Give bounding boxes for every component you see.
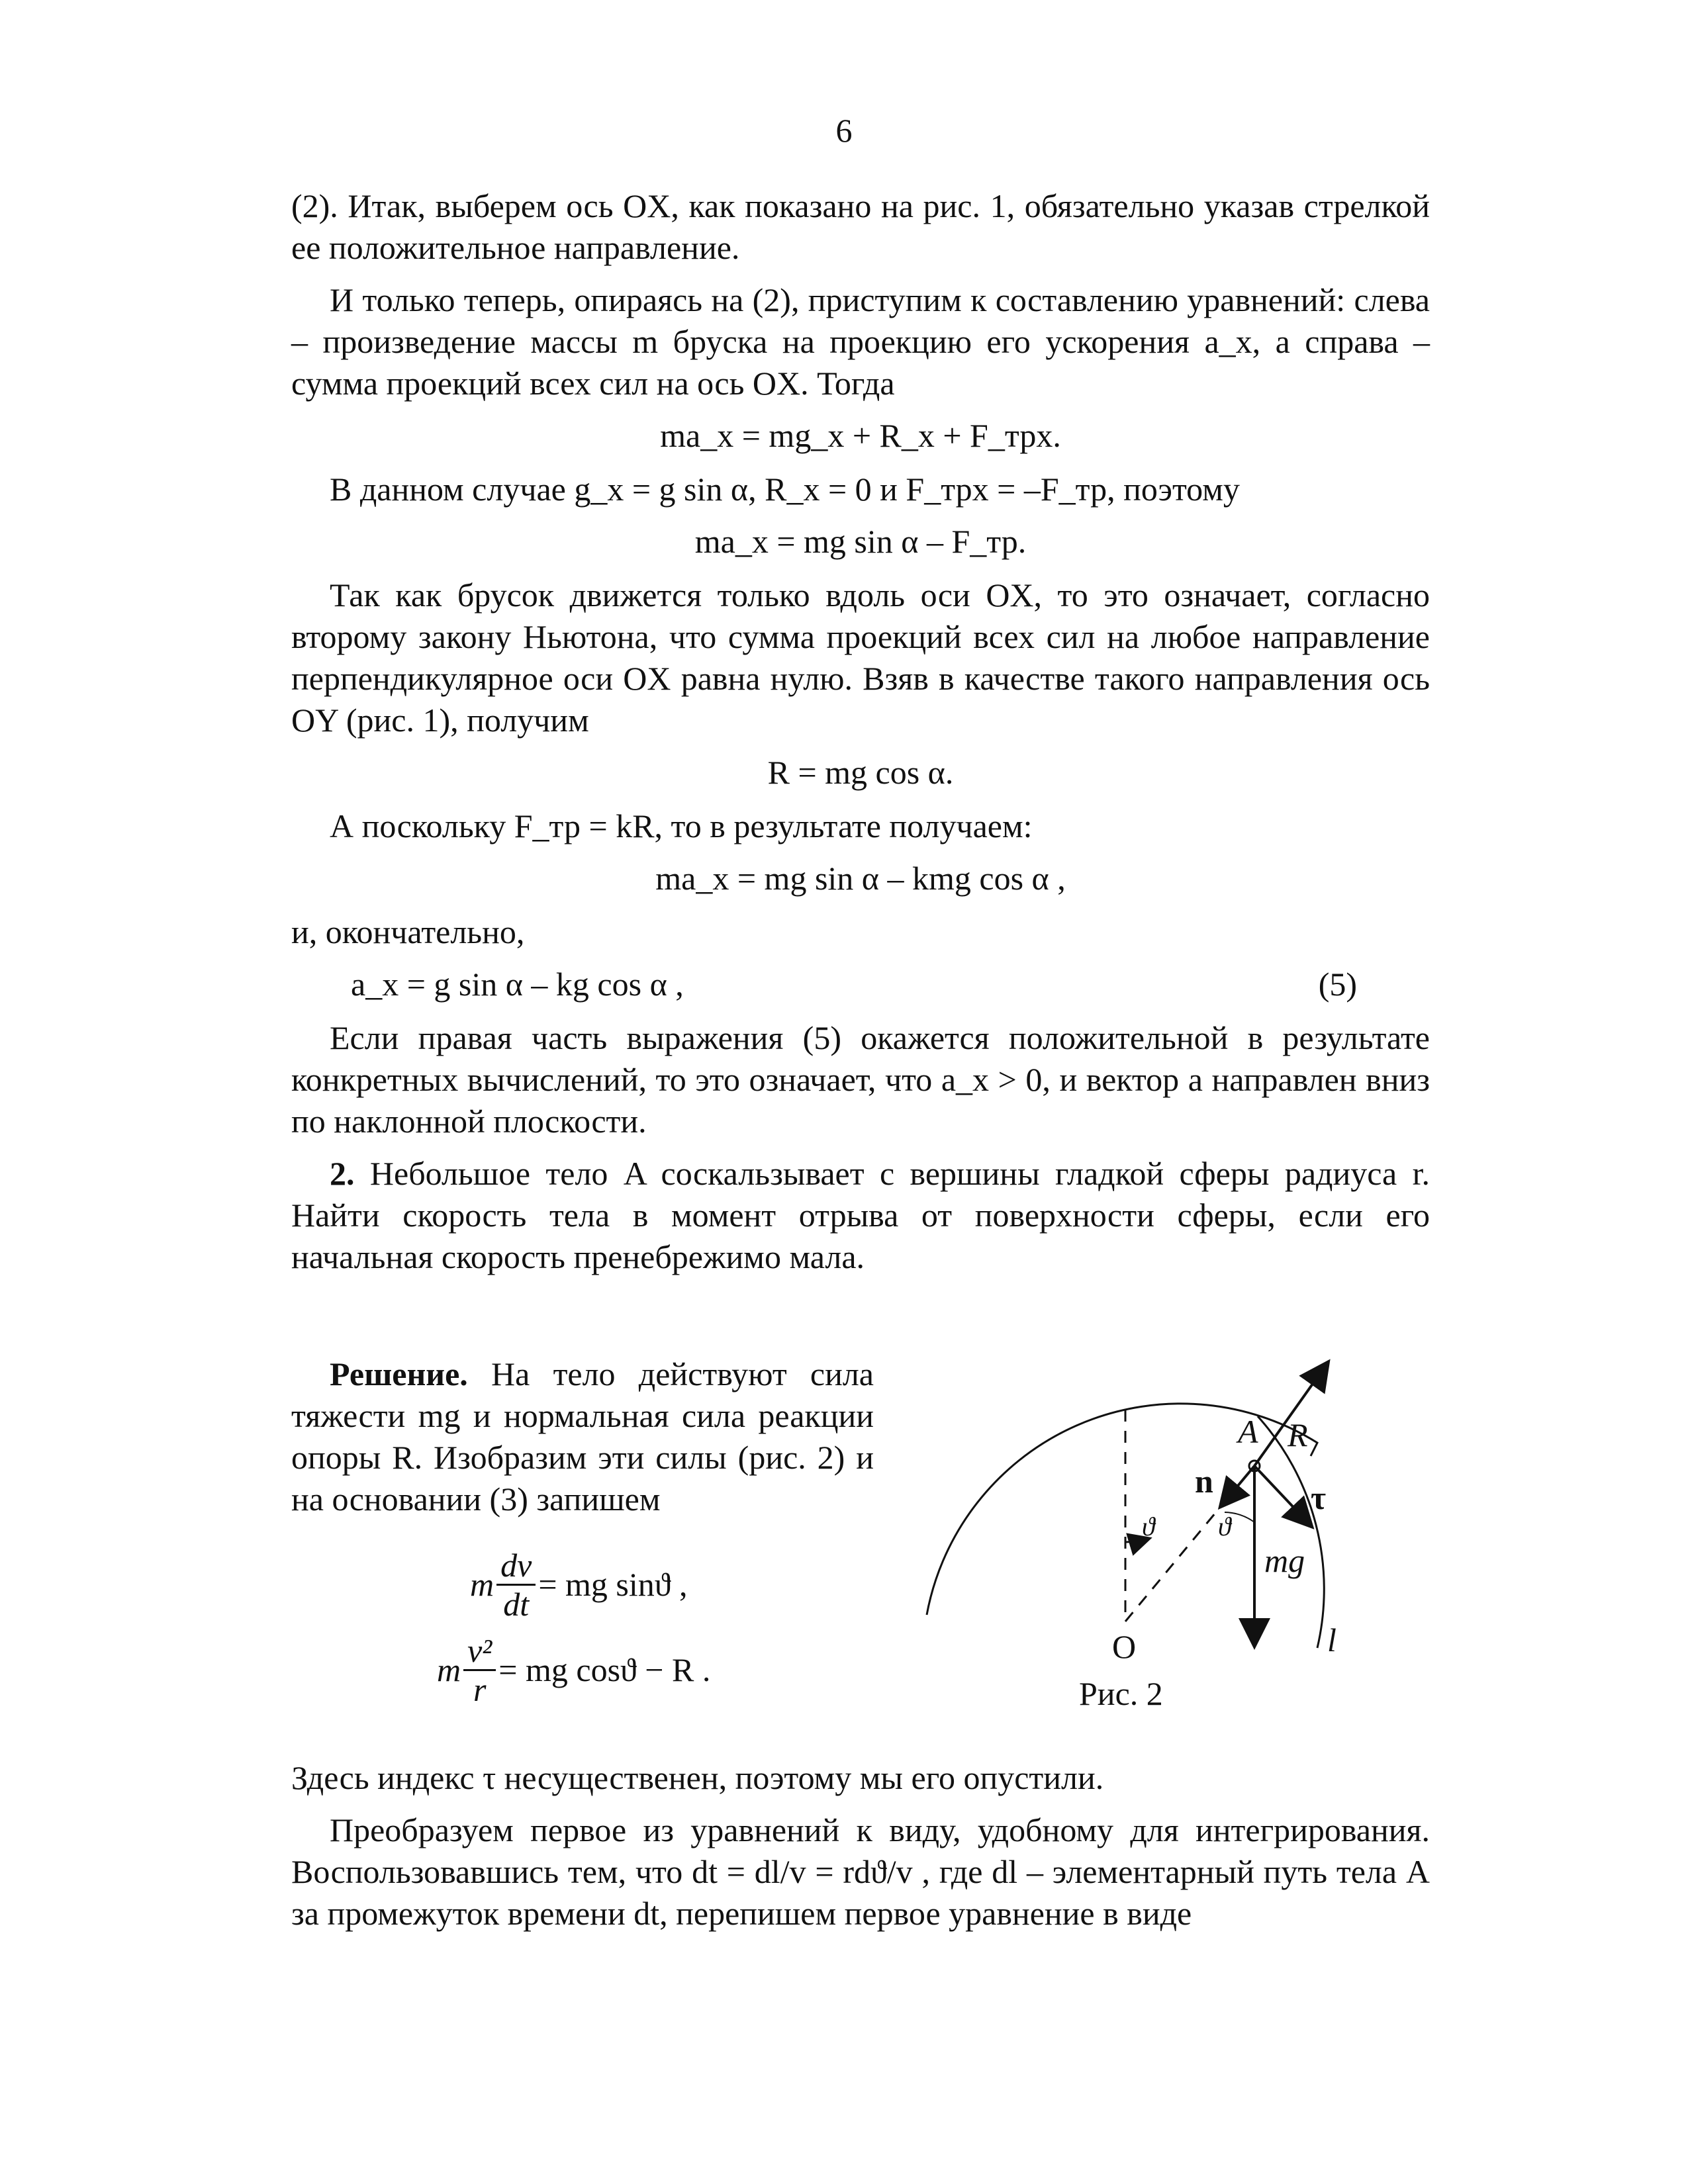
formula-1-denominator: dt (503, 1586, 530, 1623)
main-text-column (291, 185, 1430, 1289)
paragraph-7: Если правая часть выражения (5) окажется положительной в результате конкретных вычислений, то это означает, что a_x > 0, и вектор a направлен вниз по наклонной плоскости. (291, 1019, 1430, 1140)
equation-5-label: (5) (1318, 966, 1357, 1003)
paragraph-10: Преобразуем первое из уравнений к виду, удобному для интегрирования. Воспользовавшись тем, что dt = dl/v = rdϑ/v , где dl – элементарный путь тела A за промежуток времени dt, перепишем первое уравнение в виде (291, 1811, 1430, 1932)
equation-2: ma_x = mg sin α – F_тр. (694, 523, 1027, 560)
paragraph-9: Здесь индекс τ несущественен, поэтому мы его опустили. (291, 1759, 1104, 1796)
paragraph-3: В данном случае g_x = g sin α, R_x = 0 и F_трx = –F_тр, поэтому (330, 471, 1240, 508)
equation-1: ma_x = mg_x + R_x + F_трx. (660, 417, 1061, 454)
page-number: 6 (835, 112, 853, 149)
formula-1-rhs: = mg sinϑ , (538, 1566, 688, 1603)
label-theta-center: ϑ (1142, 1512, 1155, 1541)
tau-direction-arrow (1254, 1466, 1311, 1525)
formula-1 (470, 1547, 874, 1623)
label-mg: mg (1264, 1542, 1305, 1579)
problem-2 (291, 1153, 1430, 1278)
label-theta-body: ϑ (1218, 1512, 1231, 1541)
formula-1-m: m (470, 1566, 494, 1603)
paragraph-6: и, окончательно, (291, 913, 525, 950)
formula-1-fraction (496, 1547, 536, 1623)
label-a: A (1238, 1413, 1258, 1450)
continuation-text (291, 1757, 1430, 1945)
sphere-arc (927, 1404, 1317, 1615)
solution-label: Решение. (330, 1355, 468, 1392)
n-direction-arrow (1221, 1466, 1254, 1506)
paragraph-2: И только теперь, опираясь на (2), приступим к составлению уравнений: слева – произведение массы m бруска на проекцию его ускорения a_x, а справа – сумма проекций всех сил на ось OX. Тогда (291, 281, 1430, 402)
equation-3: R = mg cos α. (767, 754, 954, 791)
formula-2-rhs: = mg cosϑ − R . (498, 1651, 711, 1688)
formula-1-numerator: dv (496, 1547, 536, 1586)
paragraph-4: Так как брусок движется только вдоль оси OX, то это означает, согласно второму закону Ньютона, что сумма проекций всех сил на любое направление перпендикулярное оси OX равна нулю. Взяв в качестве такого направления ось OY (рис. 1), получим (291, 576, 1430, 739)
solution-block (291, 1353, 874, 1708)
figure-2-caption: Рис. 2 (1079, 1675, 1163, 1712)
equation-4: ma_x = mg sin α – kmg cos α , (655, 860, 1066, 897)
figure-2-sphere-diagram (887, 1343, 1417, 1714)
paragraph-5: А поскольку F_тр = kR, то в результате получаем: (330, 807, 1033, 844)
solution-paragraph (291, 1353, 874, 1520)
formula-2-fraction (463, 1632, 496, 1708)
label-l: l (1327, 1621, 1336, 1659)
solution-text: На тело действуют сила тяжести mg и нормальная сила реакции опоры R. Изобразим эти силы (рис. 2) и на основании (3) запишем (291, 1355, 874, 1518)
formula-2-numerator: v² (463, 1632, 496, 1671)
label-n: n (1195, 1463, 1213, 1500)
equation-5: a_x = g sin α – kg cos α , (351, 966, 684, 1003)
formula-2 (437, 1632, 874, 1708)
problem-number: 2. (330, 1155, 355, 1192)
label-o: O (1112, 1628, 1137, 1665)
label-tau: τ (1311, 1479, 1327, 1516)
formula-2-denominator: r (473, 1671, 487, 1708)
problem-text: Небольшое тело A соскальзывает с вершины гладкой сферы радиуса r. Найти скорость тела в момент отрыва от поверхности сферы, если его начальная скорость пренебрежимо мала. (291, 1155, 1430, 1275)
label-r: R (1288, 1416, 1308, 1453)
formula-2-m: m (437, 1651, 461, 1688)
paragraph-1: (2). Итак, выберем ось OX, как показано на рис. 1, обязательно указав стрелкой ее положительное направление. (291, 187, 1430, 266)
equation-5-row (291, 964, 1430, 1005)
